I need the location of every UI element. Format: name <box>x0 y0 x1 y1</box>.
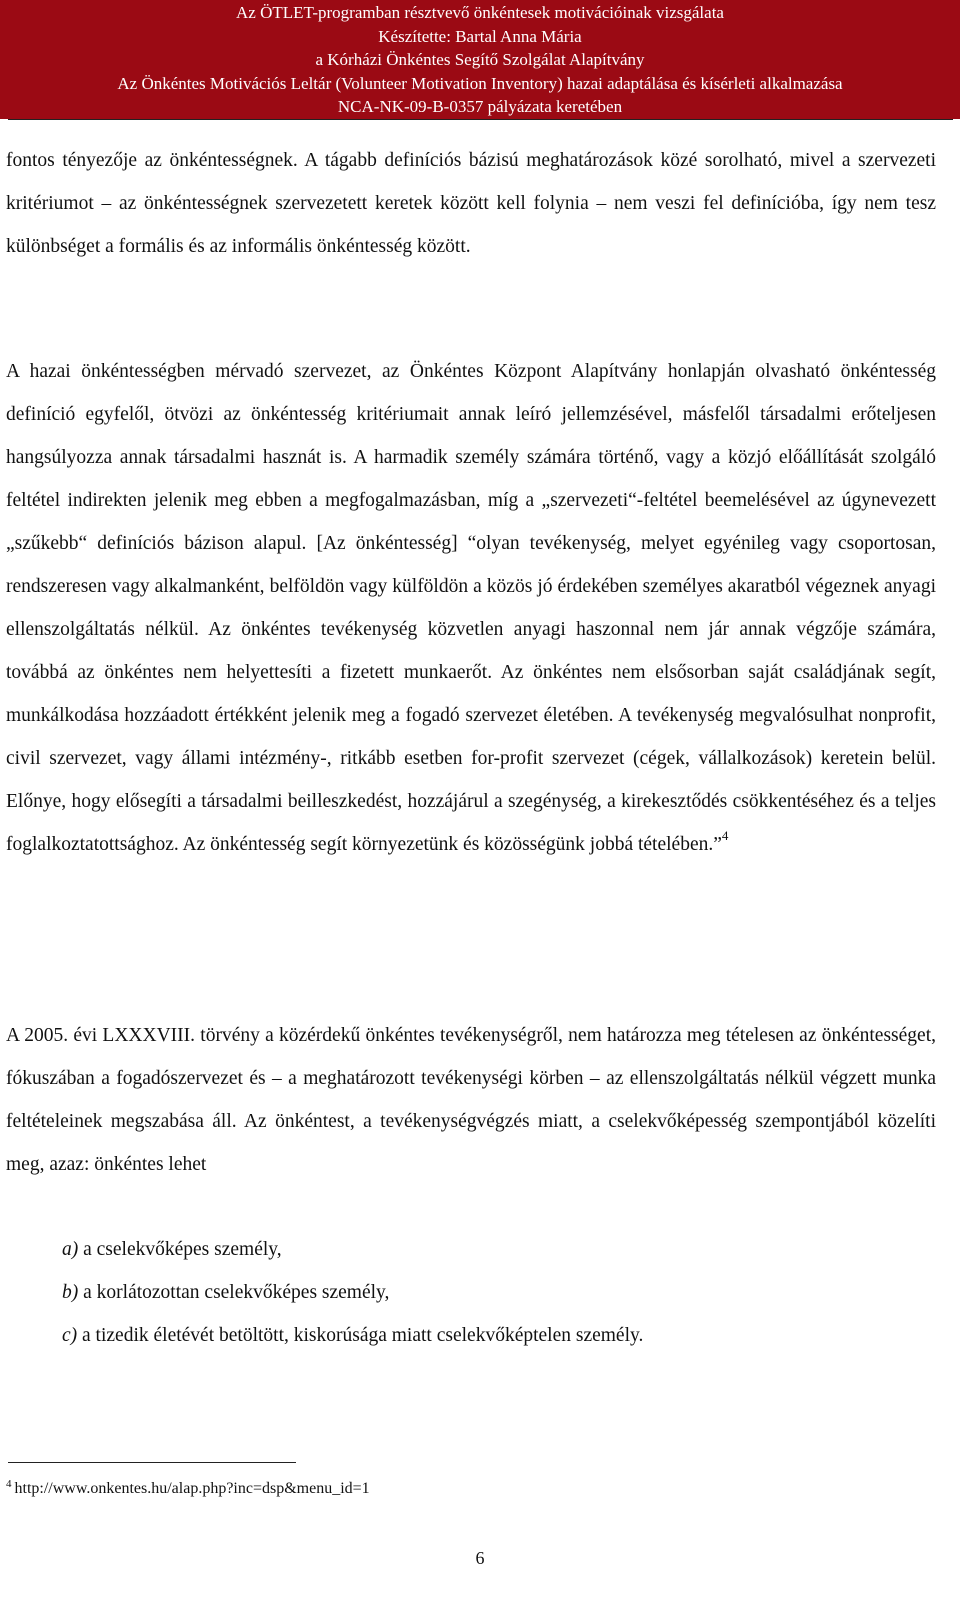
footnote <box>6 1474 370 1499</box>
list-item-text: a korlátozottan cselekvőképes személy, <box>78 1282 390 1303</box>
header-author: Készítette: Bartal Anna Mária <box>378 26 582 46</box>
paragraph-3 <box>6 1014 936 1186</box>
list-item <box>62 1314 643 1357</box>
footnote-number: 4 <box>6 1478 12 1490</box>
paragraph-1 <box>6 139 936 268</box>
header-project: Az Önkéntes Motivációs Leltár (Volunteer Motivation Inventory) hazai adaptálása és kísérleti alkalmazása <box>117 73 843 93</box>
footnote-divider <box>8 1462 296 1463</box>
header-title: Az ÖTLET-programban résztvevő önkéntesek motivációinak vizsgálata <box>236 3 724 22</box>
list-marker: b) <box>62 1282 79 1303</box>
list-marker: c) <box>62 1325 78 1346</box>
list-item <box>62 1271 643 1314</box>
paragraph-3-text: A 2005. évi LXXXVIII. törvény a közérdekű önkéntes tevékenységről, nem határozza meg tételesen az önkéntességet, fókuszában a fogadószervezet és – a meghatározott tevékenységi körben – az ellenszolgáltatás nélkül végzett munka feltételeinek megszabása áll. Az önkéntest, a tevékenységvégzés miatt, a cselekvőképesség szempontjából közelíti meg, azaz: önkéntes lehet <box>6 1025 936 1175</box>
paragraph-2 <box>6 350 936 866</box>
paragraph-1-text: fontos tényezője az önkéntességnek. A tágabb definíciós bázisú meghatározások közé sorolható, mivel a szervezeti kritériumot – az önkéntességnek szervezetett keretek között kell folynia – nem veszi fel definícióba, így nem tesz különbséget a formális és az informális önkéntesség között. <box>6 150 936 257</box>
list-item <box>62 1228 643 1271</box>
footnote-reference[interactable]: 4 <box>721 828 729 843</box>
footnote-link[interactable]: http://www.onkentes.hu/alap.php?inc=dsp&menu_id=1 <box>14 1480 370 1497</box>
paragraph-2-text: A hazai önkéntességben mérvadó szervezet, az Önkéntes Központ Alapítvány honlapján olvasható önkéntesség definíció egyfelől, ötvözi az önkéntesség kritériumait annak leíró jellemzésével, másfelől társadalmi erőteljesen hangsúlyozza annak társadalmi hasznát is. A harmadik személy számára történő, vagy a közjó előállítását szolgáló feltétel indirekten jelenik meg ebben a megfogalmazásban, míg a „szervezeti“-feltétel beemelésével az úgynevezett „szűkebb“ definíciós bázison alapul. [Az önkéntesség] “olyan tevékenység, melyet egyénileg vagy csoportosan, rendszeresen vagy alkalmanként, belföldön vagy külföldön a közös jó érdekében személyes akaratból végeznek anyagi ellenszolgáltatás nélkül. Az önkéntes tevékenység közvetlen anyagi haszonnal nem jár annak végzője számára, továbbá az önkéntes nem helyettesíti a fizetett munkaerőt. Az önkéntes nem elsősorban saját családjának segít, munkálkodása hozzáadott értékként jelenik meg a fogadó szervezet életében. A tevékenység megvalósulhat nonprofit, civil szervezet, vagy állami intézmény-, ritkább esetben for-profit szervezet (cégek, vállalkozások) keretein belül. Előnye, hogy elősegíti a társadalmi beilleszkedést, hozzájárul a szegénység, a kirekesztődés csökkentéséhez és a teljes foglalkoztatottsághoz. Az önkéntesség segít környezetünk és közösségünk jobbá tételében.” <box>6 361 936 855</box>
header-divider <box>8 119 953 120</box>
paragraph-2-container <box>6 350 936 866</box>
eligibility-list <box>62 1228 643 1357</box>
header-grant: NCA-NK-09-B-0357 pályázata keretében <box>337 97 623 116</box>
list-item-text: a cselekvőképes személy, <box>78 1239 282 1260</box>
page-header <box>0 0 960 119</box>
list-marker: a) <box>62 1239 79 1260</box>
page-number: 6 <box>475 1548 485 1568</box>
list-item-text: a tizedik életévét betöltött, kiskorúsága miatt cselekvőképtelen személy. <box>77 1325 644 1346</box>
header-organization: a Kórházi Önkéntes Segítő Szolgálat Alapítvány <box>315 50 645 69</box>
